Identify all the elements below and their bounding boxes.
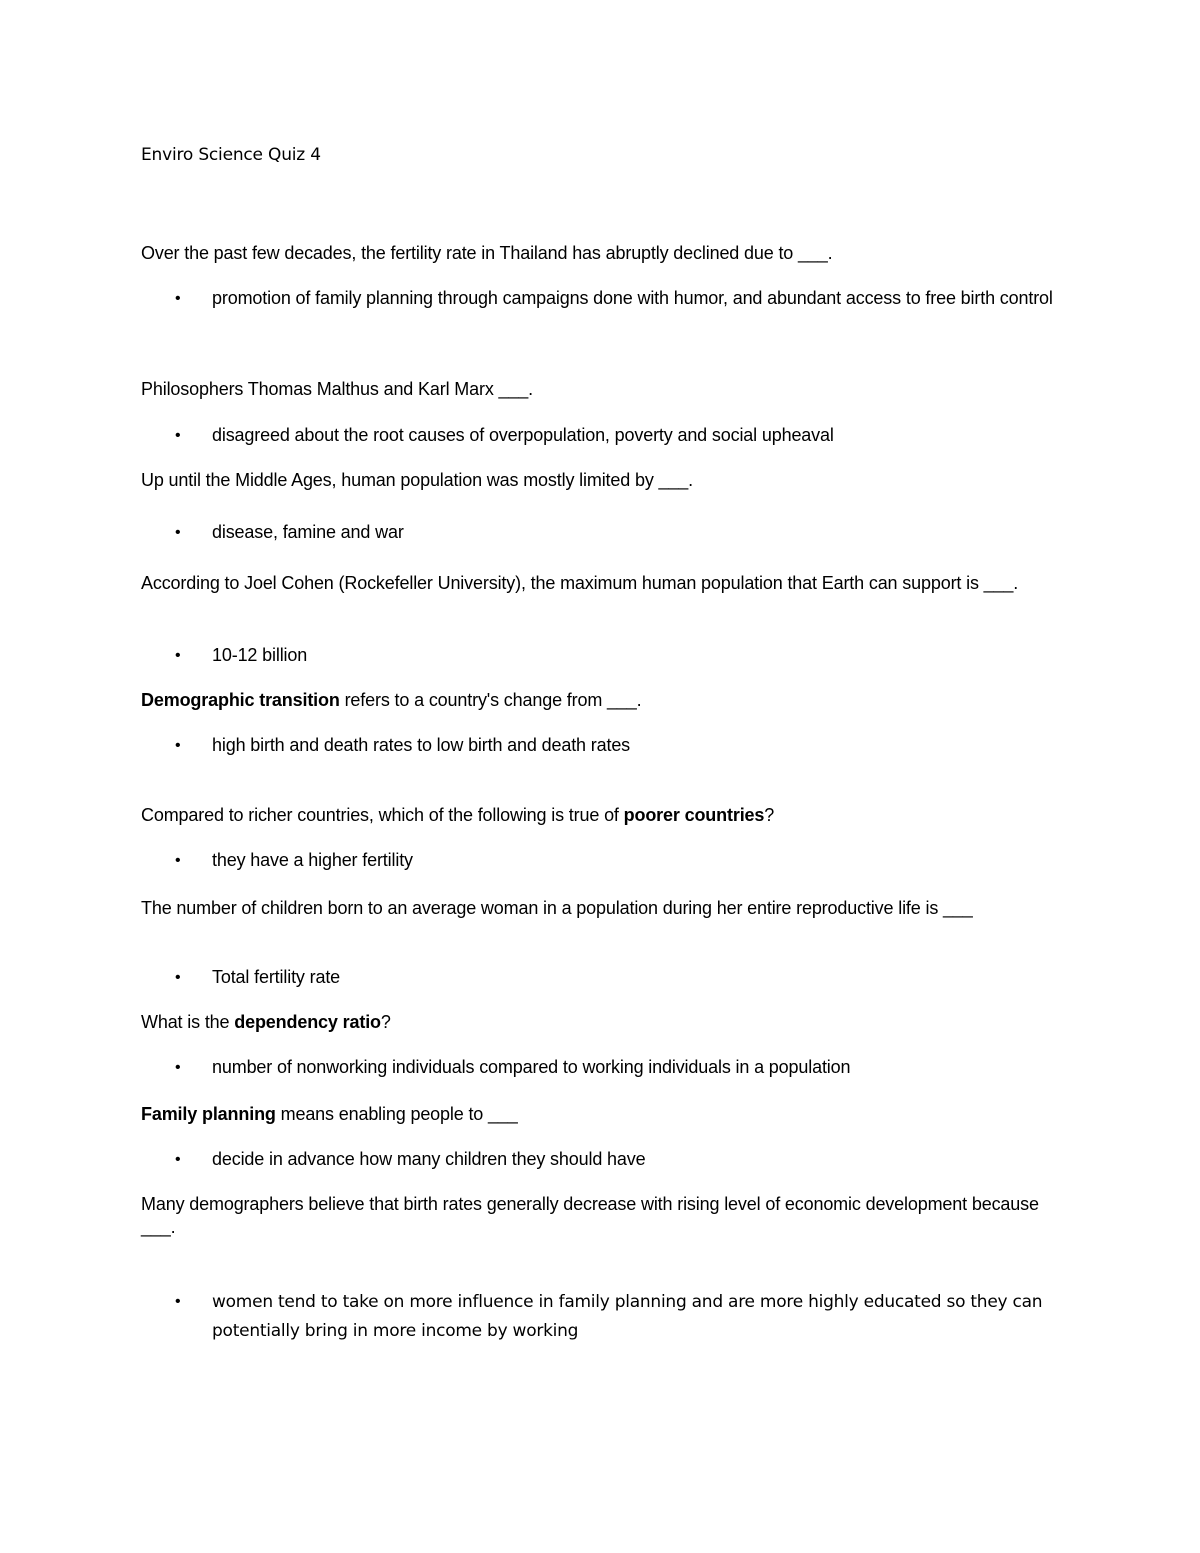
bullet-1: • [175, 290, 181, 307]
answer-6: they have a higher fertility [212, 850, 413, 870]
question-6-text: Compared to richer countries, which of the following is true of [141, 805, 624, 825]
question-6 [141, 804, 1071, 827]
question-5 [141, 689, 1071, 712]
bullet-4: • [175, 647, 181, 664]
question-8-text: What is the [141, 1012, 235, 1032]
answer-5: high birth and death rates to low birth and death rates [212, 735, 631, 755]
answer-1: promotion of family planning through campaigns done with humor, and abundant access to free birth control [212, 288, 1053, 308]
term-poorer-countries: poorer countries [623, 805, 765, 825]
answer-4: 10-12 billion [212, 645, 308, 665]
question-7: The number of children born to an average woman in a population during her entire reproductive life is ___ [141, 898, 973, 918]
question-8 [141, 1011, 1071, 1034]
bullet-9: • [175, 1151, 181, 1168]
question-9 [141, 1103, 1071, 1126]
bullet-3: • [175, 524, 181, 541]
answer-2: disagreed about the root causes of overpopulation, poverty and social upheaval [212, 425, 834, 445]
answer-9: decide in advance how many children they should have [212, 1149, 646, 1169]
question-3: Up until the Middle Ages, human population was mostly limited by ___. [141, 470, 693, 490]
bullet-8: • [175, 1059, 181, 1076]
answer-3: disease, famine and war [212, 522, 404, 542]
term-dependency-ratio: dependency ratio [234, 1012, 381, 1032]
question-8-end: ? [380, 1012, 391, 1032]
question-9-text: means enabling people to ___ [275, 1104, 518, 1124]
question-1: Over the past few decades, the fertility rate in Thailand has abruptly declined due to ___. [141, 243, 833, 263]
answer-10: women tend to take on more influence in family planning and are more highly educated so they can potentially bring in more income by working [212, 1292, 1043, 1341]
question-5-text: refers to a country's change from ___. [339, 690, 642, 710]
answer-7: Total fertility rate [212, 967, 341, 987]
term-family-planning: Family planning [141, 1104, 276, 1124]
document-title: Enviro Science Quiz 4 [141, 145, 321, 165]
question-6-end: ? [764, 805, 775, 825]
bullet-5: • [175, 737, 181, 754]
bullet-6: • [175, 852, 181, 869]
term-demographic-transition: Demographic transition [141, 690, 340, 710]
question-4: According to Joel Cohen (Rockefeller University), the maximum human population that Earth can support is ___. [141, 573, 1019, 593]
question-2: Philosophers Thomas Malthus and Karl Marx ___. [141, 379, 533, 399]
question-10: Many demographers believe that birth rates generally decrease with rising level of economic development because ___. [141, 1194, 1039, 1237]
bullet-10: • [175, 1293, 181, 1310]
bullet-7: • [175, 969, 181, 986]
bullet-2: • [175, 427, 181, 444]
answer-8: number of nonworking individuals compared to working individuals in a population [212, 1057, 851, 1077]
